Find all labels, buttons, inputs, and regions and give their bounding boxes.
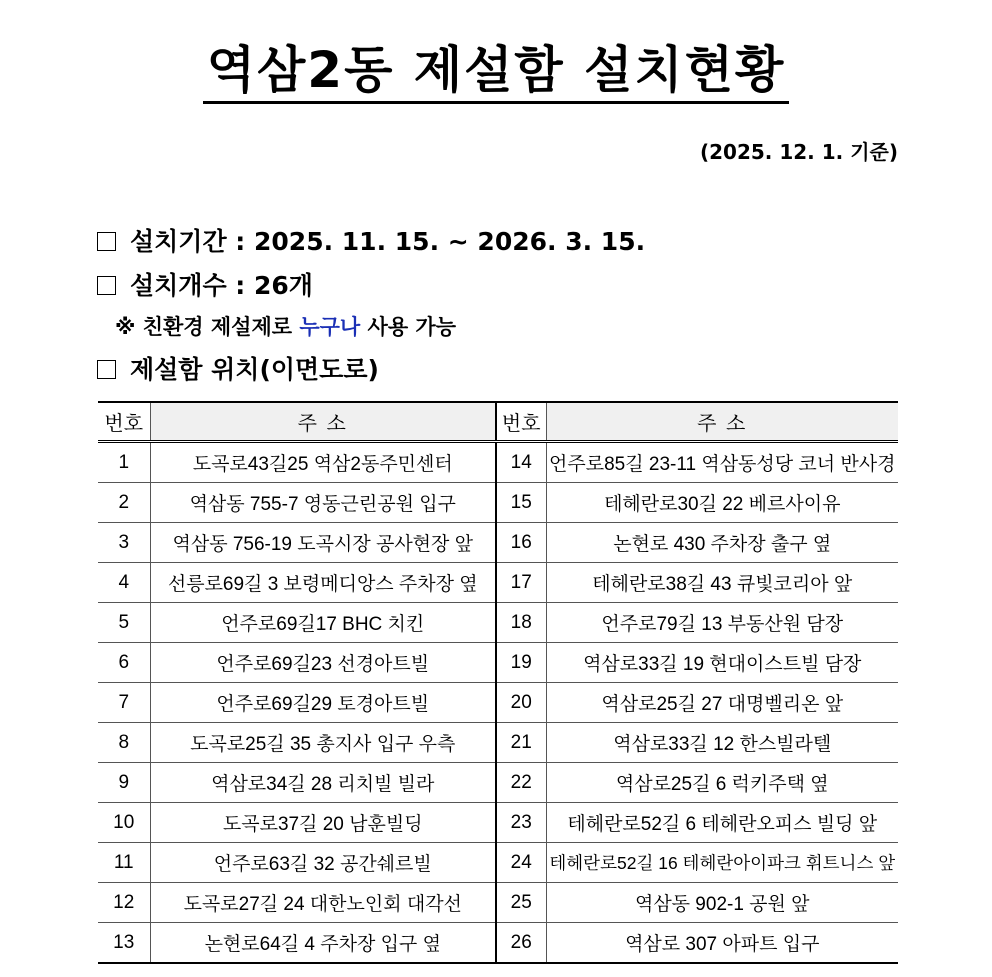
row-number-right: 23 <box>496 803 546 843</box>
row-address-left: 언주로69길29 토경아트빌 <box>150 683 496 723</box>
table-row <box>98 803 898 843</box>
header-addr-right: 주 소 <box>546 402 898 442</box>
row-address-right: 역삼로33길 12 한스빌라텔 <box>546 723 898 763</box>
row-address-right: 언주로85길 23-11 역삼동성당 코너 반사경 <box>546 442 898 483</box>
location-heading-text: 제설함 위치(이면도로) <box>130 355 379 384</box>
checkbox-square-icon <box>97 232 116 251</box>
row-address-right: 테헤란로52길 6 테헤란오피스 빌딩 앞 <box>546 803 898 843</box>
location-table <box>98 401 898 964</box>
row-address-left: 언주로69길17 BHC 치킨 <box>150 603 496 643</box>
table-row <box>98 843 898 883</box>
page-title <box>0 30 992 102</box>
header-num-left: 번호 <box>98 402 150 442</box>
row-number-left: 10 <box>98 803 150 843</box>
table-row <box>98 923 898 964</box>
table-row <box>98 483 898 523</box>
table-row <box>98 603 898 643</box>
row-address-left: 선릉로69길 3 보령메디앙스 주차장 옆 <box>150 563 496 603</box>
row-number-right: 16 <box>496 523 546 563</box>
row-number-right: 17 <box>496 563 546 603</box>
row-address-left: 역삼동 755-7 영동근린공원 입구 <box>150 483 496 523</box>
row-number-right: 14 <box>496 442 546 483</box>
usage-note <box>115 311 456 341</box>
row-number-left: 3 <box>98 523 150 563</box>
row-number-left: 13 <box>98 923 150 964</box>
table-row <box>98 643 898 683</box>
table-row <box>98 723 898 763</box>
row-number-right: 21 <box>496 723 546 763</box>
row-address-left: 언주로63길 32 공간쉐르빌 <box>150 843 496 883</box>
table-header-row <box>98 402 898 442</box>
table-row <box>98 523 898 563</box>
row-number-left: 2 <box>98 483 150 523</box>
row-address-left: 도곡로25길 35 총지사 입구 우측 <box>150 723 496 763</box>
install-period-text: 설치기간 : 2025. 11. 15. ~ 2026. 3. 15. <box>130 227 646 256</box>
row-address-left: 역삼동 756-19 도곡시장 공사현장 앞 <box>150 523 496 563</box>
row-address-left: 도곡로37길 20 남훈빌딩 <box>150 803 496 843</box>
row-address-right: 테헤란로52길 16 테헤란아이파크 휘트니스 앞 <box>546 843 898 883</box>
location-heading-line <box>97 350 379 386</box>
row-address-left: 도곡로43길25 역삼2동주민센터 <box>150 442 496 483</box>
row-address-left: 언주로69길23 선경아트빌 <box>150 643 496 683</box>
row-address-left: 논현로64길 4 주차장 입구 옆 <box>150 923 496 964</box>
row-address-right: 역삼로 307 아파트 입구 <box>546 923 898 964</box>
row-address-right: 논현로 430 주차장 출구 옆 <box>546 523 898 563</box>
table-row <box>98 563 898 603</box>
install-period-line <box>97 222 645 258</box>
row-address-left: 역삼로34길 28 리치빌 빌라 <box>150 763 496 803</box>
table-row <box>98 763 898 803</box>
table-row <box>98 683 898 723</box>
row-number-right: 18 <box>496 603 546 643</box>
row-number-left: 1 <box>98 442 150 483</box>
row-address-right: 언주로79길 13 부동산원 담장 <box>546 603 898 643</box>
header-addr-left: 주 소 <box>150 402 496 442</box>
row-number-right: 22 <box>496 763 546 803</box>
row-address-right: 역삼로25길 6 럭키주택 옆 <box>546 763 898 803</box>
row-number-left: 11 <box>98 843 150 883</box>
date-basis: (2025. 12. 1. 기준) <box>699 140 898 164</box>
row-number-right: 19 <box>496 643 546 683</box>
row-number-right: 20 <box>496 683 546 723</box>
row-address-right: 역삼로25길 27 대명벨리온 앞 <box>546 683 898 723</box>
header-num-right: 번호 <box>496 402 546 442</box>
row-address-right: 테헤란로30길 22 베르사이유 <box>546 483 898 523</box>
row-address-right: 테헤란로38길 43 큐빛코리아 앞 <box>546 563 898 603</box>
checkbox-square-icon <box>97 276 116 295</box>
row-address-left: 도곡로27길 24 대한노인회 대각선 <box>150 883 496 923</box>
usage-note-prefix: ※ 친환경 제설제로 <box>115 315 300 339</box>
row-number-left: 7 <box>98 683 150 723</box>
install-count-line <box>97 266 313 302</box>
row-number-left: 12 <box>98 883 150 923</box>
table-row <box>98 442 898 483</box>
row-number-right: 26 <box>496 923 546 964</box>
table-row <box>98 883 898 923</box>
row-number-right: 24 <box>496 843 546 883</box>
row-number-left: 5 <box>98 603 150 643</box>
row-address-right: 역삼로33길 19 현대이스트빌 담장 <box>546 643 898 683</box>
row-number-right: 25 <box>496 883 546 923</box>
usage-note-suffix: 사용 가능 <box>360 315 456 339</box>
row-number-left: 6 <box>98 643 150 683</box>
install-count-text: 설치개수 : 26개 <box>130 271 313 300</box>
row-number-left: 8 <box>98 723 150 763</box>
row-number-left: 9 <box>98 763 150 803</box>
usage-note-highlight: 누구나 <box>299 315 361 339</box>
checkbox-square-icon <box>97 360 116 379</box>
row-address-right: 역삼동 902-1 공원 앞 <box>546 883 898 923</box>
row-number-right: 15 <box>496 483 546 523</box>
page-title-text: 역삼2동 제설함 설치현황 <box>203 41 790 104</box>
row-number-left: 4 <box>98 563 150 603</box>
table-body <box>98 442 898 964</box>
